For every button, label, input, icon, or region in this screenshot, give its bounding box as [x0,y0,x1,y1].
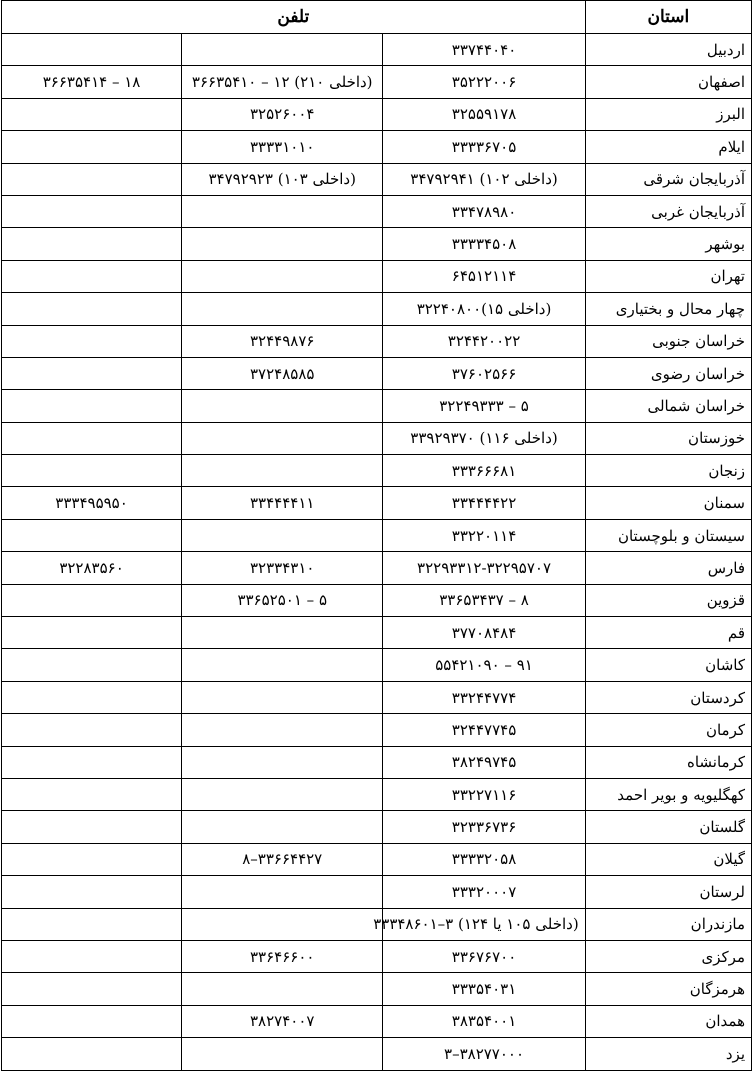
phone-cell: ۳۲۵۵۹۱۷۸ [383,98,585,130]
phone-column-header: تلفن [2,1,586,34]
phone-cell [2,260,182,292]
phone-cell [2,746,182,778]
table-row [2,455,752,487]
province-cell: اصفهان [585,66,751,98]
phone-cell: ۳۲۴۴۹۸۷۶ [182,325,383,357]
phone-cell: (داخلی ۱۵)۳۲۲۴۰۸۰۰ [383,293,585,325]
phone-cell [2,390,182,422]
phone-cell: ۵ – ۳۳۶۵۲۵۰۱ [182,584,383,616]
province-cell: تهران [585,260,751,292]
phone-cell: ۳۲۳۳۴۳۱۰ [182,552,383,584]
phone-cell [2,714,182,746]
phone-cell [2,876,182,908]
phone-cell [2,584,182,616]
phone-cell [182,811,383,843]
phone-cell: ۳۸۲۴۹۷۴۵ [383,746,585,778]
phone-cell: ۳۳۴۴۴۴۲۲ [383,487,585,519]
phone-cell [182,746,383,778]
phone-cell [182,681,383,713]
phone-cell [2,843,182,875]
phone-cell: ۳۳۶۴۶۶۰۰ [182,940,383,972]
table-row [2,876,752,908]
phone-cell: ۳۵۲۲۲۰۰۶ [383,66,585,98]
phone-cell: ۳۲۴۴۲۰۰۲۲ [383,325,585,357]
phone-cell: ۳۳۳۲۰۰۰۷ [383,876,585,908]
phone-cell: (داخلی ۱۰۲) ۳۴۷۹۲۹۴۱ [383,163,585,195]
phone-cell [2,519,182,551]
phone-cell [2,98,182,130]
table-row [2,325,752,357]
phone-cell: ۳۳۳۳۱۰۱۰ [182,131,383,163]
province-cell: آذربایجان غربی [585,195,751,227]
phone-cell: ۳۳۴۴۴۴۱۱ [182,487,383,519]
table-row [2,811,752,843]
province-cell: گیلان [585,843,751,875]
table-row [2,98,752,130]
province-cell: لرستان [585,876,751,908]
phone-cell: (داخلی ۱۱۶) ۳۳۹۲۹۳۷۰ [383,422,585,454]
phone-cell [182,714,383,746]
phone-cell: ۳۲۵۲۶۰۰۴ [182,98,383,130]
phone-cell: (داخلی ۱۰۵ یا ۱۲۴) ۳–۳۳۳۴۸۶۰۱ [383,908,585,940]
table-row [2,163,752,195]
phone-cell [2,325,182,357]
province-phone-table [1,0,752,1071]
phone-cell [2,228,182,260]
province-cell: کهگلیویه و بویر احمد [585,778,751,810]
phone-cell [2,617,182,649]
table-row [2,131,752,163]
phone-cell: ۳۳۲۴۴۷۷۴ [383,681,585,713]
province-cell: یزد [585,1038,751,1070]
province-cell: اردبیل [585,34,751,66]
phone-cell [2,973,182,1005]
table-row [2,584,752,616]
province-cell: گلستان [585,811,751,843]
phone-cell [182,293,383,325]
phone-cell [182,455,383,487]
table-header-row [2,1,752,34]
phone-cell: ۳۲۲۸۳۵۶۰ [2,552,182,584]
phone-cell [2,131,182,163]
phone-cell [2,940,182,972]
phone-cell: ۳۲۳۳۶۷۳۶ [383,811,585,843]
phone-cell: ۳۳۳۵۴۰۳۱ [383,973,585,1005]
phone-cell: ۳۸۲۷۷۰۰۰–۳ [383,1038,585,1070]
province-cell: همدان [585,1005,751,1037]
phone-cell: (داخلی ۲۱۰) ۱۲ – ۳۶۶۳۵۴۱۰ [182,66,383,98]
province-cell: ایلام [585,131,751,163]
phone-cell: ۳۲۲۹۳۳۱۲-۳۲۲۹۵۷۰۷ [383,552,585,584]
phone-cell [182,973,383,1005]
phone-cell: ۳۳۲۲۷۱۱۶ [383,778,585,810]
table-row [2,66,752,98]
phone-cell [182,876,383,908]
province-cell: قزوین [585,584,751,616]
province-cell: آذربایجان شرقی [585,163,751,195]
phone-cell: ۵ – ۳۲۲۴۹۳۳۳ [383,390,585,422]
phone-cell: ۸ – ۳۳۶۵۳۴۳۷ [383,584,585,616]
table-row [2,422,752,454]
phone-cell [2,422,182,454]
province-cell: فارس [585,552,751,584]
table-row [2,293,752,325]
province-cell: کرمان [585,714,751,746]
phone-cell [182,908,383,940]
province-cell: البرز [585,98,751,130]
phone-cell [182,260,383,292]
phone-cell: ۳۸۳۵۴۰۰۱ [383,1005,585,1037]
phone-cell: ۳۸۲۷۴۰۰۷ [182,1005,383,1037]
phone-cell [182,1038,383,1070]
table-row [2,552,752,584]
phone-cell: ۳۳۳۳۲۰۵۸ [383,843,585,875]
phone-cell: ۳۳۶۷۶۷۰۰ [383,940,585,972]
table-row [2,357,752,389]
province-cell: سمنان [585,487,751,519]
table-row [2,195,752,227]
province-column-header: استان [585,1,751,34]
province-cell: زنجان [585,455,751,487]
phone-cell: ۱۸ – ۳۶۶۳۵۴۱۴ [2,66,182,98]
phone-cell: (داخلی ۱۰۳) ۳۴۷۹۲۹۲۳ [182,163,383,195]
phone-cell: ۳۳۷۴۴۰۴۰ [383,34,585,66]
phone-cell [2,1038,182,1070]
phone-cell [182,390,383,422]
phone-cell [2,1005,182,1037]
table-row [2,390,752,422]
table-row [2,34,752,66]
phone-cell [182,617,383,649]
phone-cell: ۳۳۳۳۴۵۰۸ [383,228,585,260]
table-row [2,973,752,1005]
province-cell: قم [585,617,751,649]
table-row [2,228,752,260]
phone-cell [182,195,383,227]
phone-cell: ۳۳۶۶۴۴۲۷–۸ [182,843,383,875]
province-cell: هرمزگان [585,973,751,1005]
phone-cell [2,908,182,940]
province-cell: کردستان [585,681,751,713]
table-row [2,1038,752,1070]
phone-cell [2,811,182,843]
phone-cell [182,519,383,551]
phone-cell: ۳۳۲۲۰۱۱۴ [383,519,585,551]
phone-cell: ۳۲۴۴۷۷۴۵ [383,714,585,746]
phone-cell [2,34,182,66]
phone-cell [2,778,182,810]
table-row [2,649,752,681]
phone-cell [182,34,383,66]
province-cell: سیستان و بلوچستان [585,519,751,551]
table-row [2,746,752,778]
phone-cell [2,455,182,487]
phone-cell [182,422,383,454]
phone-cell: ۳۷۷۰۸۴۸۴ [383,617,585,649]
phone-cell [2,681,182,713]
table-row [2,843,752,875]
phone-cell: ۳۷۲۴۸۵۸۵ [182,357,383,389]
table-row [2,681,752,713]
phone-cell: ۹۱ – ۵۵۴۲۱۰۹۰ [383,649,585,681]
table-row [2,908,752,940]
phone-cell: ۳۳۴۷۸۹۸۰ [383,195,585,227]
table-row [2,617,752,649]
table-body [2,34,752,1071]
phone-cell: ۳۳۳۴۹۵۹۵۰ [2,487,182,519]
phone-cell [182,649,383,681]
table-row [2,714,752,746]
province-cell: خراسان شمالی [585,390,751,422]
table-row [2,519,752,551]
phone-cell [2,649,182,681]
phone-cell: ۶۴۵۱۲۱۱۴ [383,260,585,292]
table-row [2,1005,752,1037]
province-cell: کرمانشاه [585,746,751,778]
province-cell: خوزستان [585,422,751,454]
phone-cell [182,778,383,810]
table-row [2,487,752,519]
table-row [2,940,752,972]
province-cell: خراسان رضوی [585,357,751,389]
table-row [2,778,752,810]
table-row [2,260,752,292]
phone-cell [2,163,182,195]
phone-cell [2,195,182,227]
phone-cell [2,357,182,389]
phone-cell: ۳۳۳۳۶۷۰۵ [383,131,585,163]
province-cell: بوشهر [585,228,751,260]
province-cell: مرکزی [585,940,751,972]
phone-cell: ۳۷۶۰۲۵۶۶ [383,357,585,389]
province-cell: مازندران [585,908,751,940]
province-cell: خراسان جنوبی [585,325,751,357]
phone-cell [182,228,383,260]
phone-cell [2,293,182,325]
phone-cell: ۳۳۳۶۶۶۸۱ [383,455,585,487]
province-cell: چهار محال و بختیاری [585,293,751,325]
province-cell: کاشان [585,649,751,681]
